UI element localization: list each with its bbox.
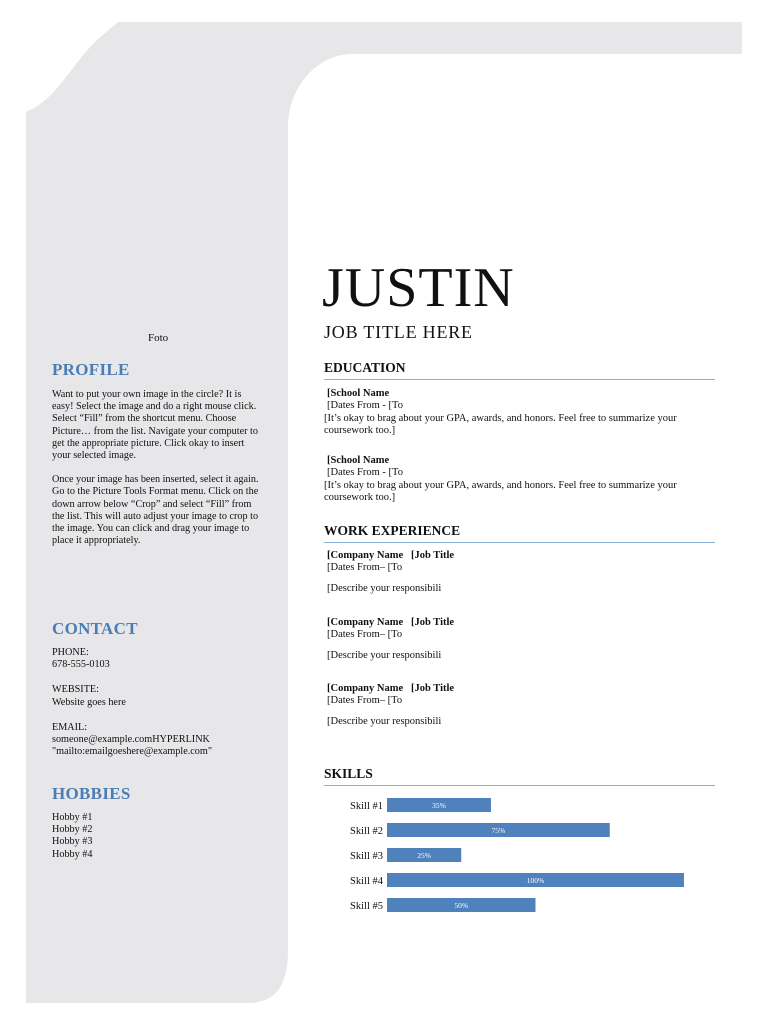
education-description: [It’s okay to brag about your GPA, awards, and honors. Feel free to summarize your coursework too.] (324, 412, 677, 437)
position-title: [Job Title (411, 683, 455, 694)
skills-chart (330, 790, 710, 920)
photo-placeholder[interactable]: Foto (148, 332, 169, 344)
skill-value-label: 35% (432, 801, 446, 810)
profile-text (52, 389, 264, 547)
contact-heading: CONTACT (52, 619, 138, 638)
school-name: [School Name (327, 455, 390, 466)
position-title: [Job Title (411, 550, 455, 561)
education-heading: EDUCATION (324, 360, 715, 380)
website-value[interactable]: Website goes here (52, 696, 126, 708)
candidate-name: JUSTIN (322, 257, 515, 319)
education-entry (324, 455, 716, 505)
skill-value-label: 100% (526, 876, 545, 885)
skills-heading: SKILLS (324, 766, 715, 786)
profile-paragraph: Once your image has been inserted, select it again. Go to the Picture Tools Format menu. Click on the down arrow below “Crop” and select “Fill” from the list. This will auto adjust your image to crop to the image. You can click and drag your image to place it appropriately. (52, 474, 259, 547)
skill-value-label: 50% (454, 901, 469, 910)
work-description: [Describe your responsibili (327, 649, 442, 661)
work-entry (324, 617, 716, 662)
email-label: EMAIL: (52, 721, 88, 733)
work-description: [Describe your responsibili (327, 715, 442, 727)
company-name: [Company Name (327, 683, 404, 694)
job-title: JOB TITLE HERE (324, 322, 473, 342)
phone-value: 678-555-0103 (52, 659, 110, 671)
skill-label: Skill #4 (350, 876, 383, 887)
skill-label: Skill #5 (350, 901, 383, 912)
profile-heading: PROFILE (52, 360, 130, 379)
position-title: [Job Title (411, 617, 455, 628)
profile-paragraph: Want to put your own image in the circle? It is easy! Select the image and do a right mouse click. Select “Fill” from the shortcut menu. Choose Picture… from the list. Navigate your computer to get the appropriate picture. Click okay to insert your selected image. (52, 389, 258, 462)
skill-label: Skill #1 (350, 801, 383, 812)
hobbies-heading: HOBBIES (52, 784, 131, 803)
work-experience-heading: WORK EXPERIENCE (324, 523, 715, 543)
skill-label: Skill #3 (350, 851, 383, 862)
work-description: [Describe your responsibili (327, 582, 442, 594)
email-value[interactable]: someone@example.comHYPERLINK "mailto:emailgoeshere@example.com" (52, 734, 212, 758)
hobbies-list (52, 812, 264, 861)
education-description: [It’s okay to brag about your GPA, awards, and honors. Feel free to summarize your coursework too.] (324, 479, 677, 504)
company-name: [Company Name (327, 550, 404, 561)
phone-label: PHONE: (52, 647, 89, 658)
education-dates: [Dates From - [To (327, 400, 403, 412)
work-entry (324, 683, 716, 728)
skill-label: Skill #2 (350, 826, 383, 837)
hobby-item: Hobby #4 (52, 848, 93, 860)
work-entry (324, 550, 716, 595)
hobby-item: Hobby #3 (52, 836, 93, 848)
skill-value-label: 25% (417, 851, 431, 860)
work-dates: [Dates From– [To (327, 695, 403, 707)
work-dates: [Dates From– [To (327, 629, 403, 641)
hobby-item: Hobby #2 (52, 824, 93, 836)
skill-value-label: 75% (491, 826, 506, 835)
education-dates: [Dates From - [To (327, 467, 403, 479)
company-name: [Company Name (327, 617, 404, 628)
work-dates: [Dates From– [To (327, 562, 403, 574)
website-label: WEBSITE: (52, 684, 99, 696)
education-entry (324, 388, 716, 438)
hobby-item: Hobby #1 (52, 812, 93, 823)
contact-block (52, 647, 264, 758)
school-name: [School Name (327, 388, 390, 399)
